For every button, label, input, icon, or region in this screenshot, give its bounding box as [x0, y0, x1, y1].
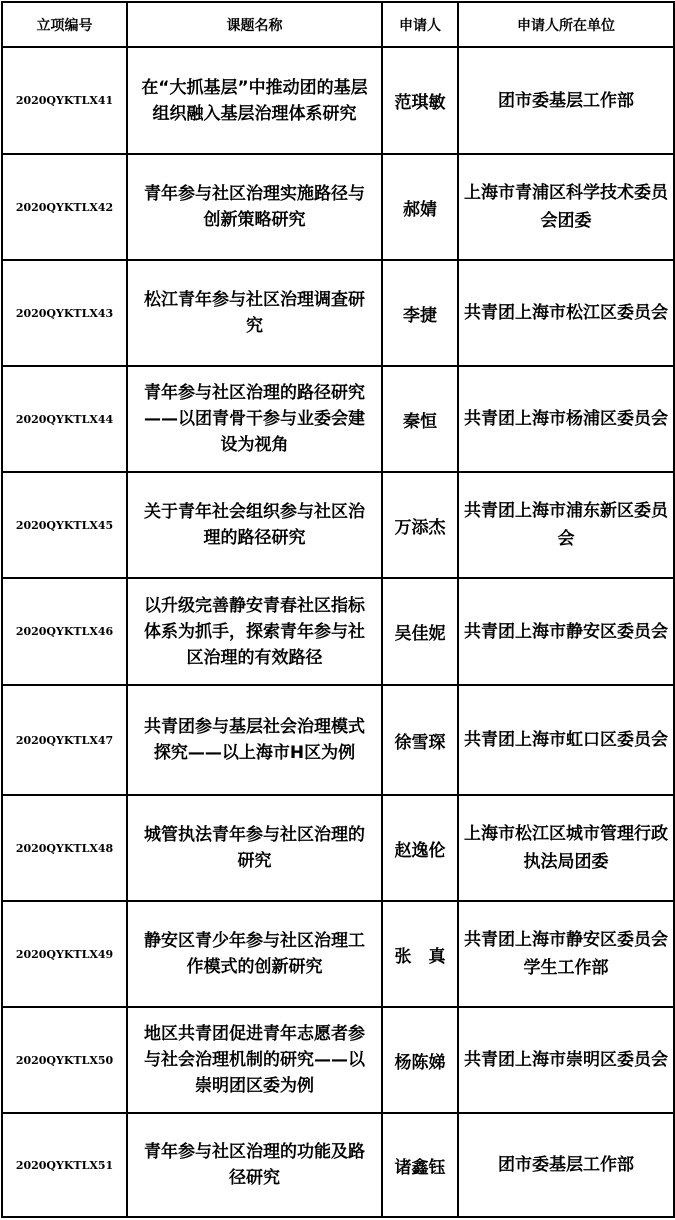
applicant-cell: 吴佳妮 [382, 578, 458, 685]
project-id-cell: 2020QYKTLX41 [2, 47, 127, 154]
project-title-cell [127, 260, 382, 366]
header-title: 课题名称 [127, 2, 382, 47]
project-title-text: 地区共青团促进青年志愿者参与社会治理机制的研究——以崇明团区委为例 [144, 1024, 365, 1096]
applicant-unit-text: 共青团上海市虹口区委员会 [464, 730, 668, 750]
applicant-unit-cell [458, 47, 674, 154]
project-title-cell [127, 1113, 382, 1217]
project-id-cell: 2020QYKTLX44 [2, 366, 127, 472]
applicant-unit-text: 共青团上海市杨浦区委员会 [464, 409, 668, 429]
project-id-cell: 2020QYKTLX42 [2, 154, 127, 260]
project-title-cell [127, 901, 382, 1007]
table-row [2, 795, 674, 901]
project-title-text: 松江青年参与社区治理调查研究 [144, 290, 365, 336]
applicant-unit-cell [458, 685, 674, 795]
project-id-cell: 2020QYKTLX47 [2, 685, 127, 795]
applicant-unit-text: 团市委基层工作部 [498, 90, 634, 111]
table-row [2, 366, 674, 472]
applicant-unit-cell [458, 795, 674, 901]
table-row [2, 472, 674, 578]
project-id-cell: 2020QYKTLX50 [2, 1007, 127, 1113]
applicant-unit-cell [458, 260, 674, 366]
header-id: 立项编号 [2, 2, 127, 47]
header-applicant: 申请人 [382, 2, 458, 47]
table-row [2, 154, 674, 260]
applicant-cell: 万添杰 [382, 472, 458, 578]
applicant-cell: 范琪敏 [382, 47, 458, 154]
project-id-cell: 2020QYKTLX45 [2, 472, 127, 578]
project-title-text: 关于青年社会组织参与社区治理的路径研究 [144, 502, 365, 548]
header-unit: 申请人所在单位 [458, 2, 674, 47]
project-id-cell: 2020QYKTLX43 [2, 260, 127, 366]
applicant-unit-cell [458, 366, 674, 472]
applicant-unit-text: 共青团上海市静安区委员会 [464, 621, 668, 642]
table-body [2, 47, 674, 1217]
project-title-text: 青年参与社区治理实施路径与创新策略研究 [144, 184, 365, 230]
header-row [2, 2, 674, 47]
applicant-cell: 秦恒 [382, 366, 458, 472]
project-table [1, 1, 675, 1218]
table-row [2, 901, 674, 1007]
applicant-cell: 徐雪琛 [382, 685, 458, 795]
applicant-cell: 诸鑫钰 [382, 1113, 458, 1217]
project-title-cell [127, 685, 382, 795]
project-id-cell: 2020QYKTLX46 [2, 578, 127, 685]
project-id-cell: 2020QYKTLX48 [2, 795, 127, 901]
project-title-text: 青年参与社区治理的功能及路径研究 [144, 1142, 365, 1188]
project-title-cell [127, 366, 382, 472]
project-title-cell [127, 47, 382, 154]
applicant-cell: 张 真 [382, 901, 458, 1007]
applicant-unit-text: 共青团上海市静安区委员会学生工作部 [464, 930, 668, 978]
applicant-cell: 郝婧 [382, 154, 458, 260]
project-id-cell: 2020QYKTLX49 [2, 901, 127, 1007]
applicant-unit-text: 共青团上海市崇明区委员会 [464, 1050, 668, 1070]
applicant-unit-cell [458, 1007, 674, 1113]
applicant-unit-text: 团市委基层工作部 [498, 1155, 634, 1175]
project-title-cell [127, 795, 382, 901]
table-row [2, 578, 674, 685]
applicant-unit-cell [458, 472, 674, 578]
project-id-cell: 2020QYKTLX51 [2, 1113, 127, 1217]
applicant-cell: 赵逸伦 [382, 795, 458, 901]
applicant-cell: 杨陈娣 [382, 1007, 458, 1113]
table-row [2, 685, 674, 795]
project-title-text: 在“大抓基层”中推动团的基层组织融入基层治理体系研究 [141, 77, 368, 124]
project-title-text: 共青团参与基层社会治理模式探究——以上海市H区为例 [144, 717, 365, 763]
table-row [2, 47, 674, 154]
applicant-unit-text: 上海市青浦区科学技术委员会团委 [464, 183, 668, 231]
applicant-unit-cell [458, 578, 674, 685]
applicant-unit-text: 共青团上海市松江区委员会 [464, 303, 668, 323]
project-title-cell [127, 154, 382, 260]
project-title-text: 城管执法青年参与社区治理的研究 [144, 825, 365, 871]
project-title-cell [127, 578, 382, 685]
table-row [2, 1113, 674, 1217]
applicant-unit-text: 上海市松江区城市管理行政执法局团委 [464, 824, 668, 872]
project-title-cell [127, 472, 382, 578]
project-title-cell [127, 1007, 382, 1113]
applicant-cell: 李捷 [382, 260, 458, 366]
applicant-unit-cell [458, 154, 674, 260]
project-title-text: 静安区青少年参与社区治理工作模式的创新研究 [144, 931, 365, 977]
table-row [2, 260, 674, 366]
applicant-unit-cell [458, 901, 674, 1007]
table-row [2, 1007, 674, 1113]
project-title-text: 以升级完善静安青春社区指标体系为抓手，探索青年参与社区治理的有效路径 [144, 595, 365, 668]
applicant-unit-text: 共青团上海市浦东新区委员会 [464, 501, 668, 549]
project-title-text: 青年参与社区治理的路径研究——以团青骨干参与业委会建设为视角 [144, 383, 365, 455]
applicant-unit-cell [458, 1113, 674, 1217]
